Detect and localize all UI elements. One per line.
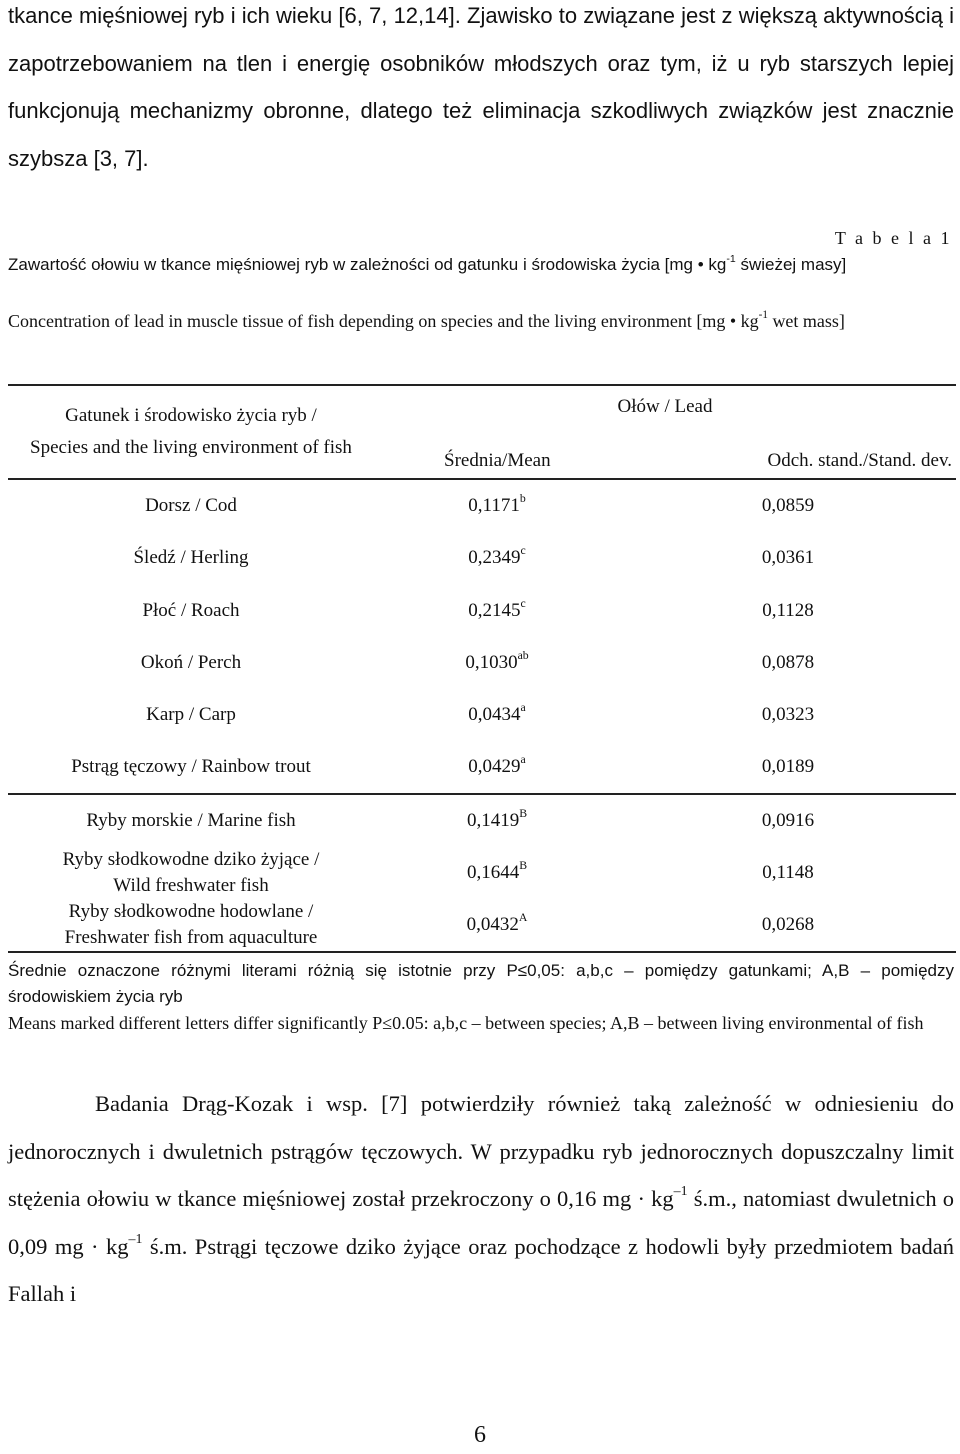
- sd-value: 0,0361: [761, 547, 815, 569]
- species-name: Dorsz / Cod: [145, 495, 237, 517]
- sd-value: 0,1128: [762, 599, 814, 621]
- table-row: [8, 741, 956, 794]
- intro-paragraph: tkance mięśniowej ryb i ich wieku [6, 7, 12,14]. Zjawisko to związane jest z większą aktywnością i zapotrzebowaniem na tlen i energię osobników młodszych oraz tym, iż u ryb starszych lepiej funkcjonują mechanizmy obronne, dlatego też eliminacja szkodliwych związków jest znacznie szybsza [3, 7].: [8, 3, 954, 171]
- species-name: Śledź / Herling: [133, 547, 249, 569]
- mean-value: 0,2349$^c$: [468, 544, 526, 569]
- table-row: [8, 847, 956, 899]
- mean-value: 0,1171$^b$: [468, 492, 526, 517]
- table-caption-pl: Zawartość ołowiu w tkance mięśniowej ryb w zależności od gatunku i środowiska życia [mg • $kg^{-1}$ świeżej masy]: [8, 252, 847, 274]
- table-row: [8, 479, 956, 532]
- mean-value: 0,0434$^a$: [468, 701, 526, 726]
- environment-name: Ryby słodkowodne hodowlane / Freshwater fish from aquaculture: [8, 899, 374, 952]
- mean-value: $0,1644^B$: [466, 859, 528, 884]
- environment-name: Ryby morskie / Marine fish: [86, 810, 296, 832]
- sd-value: 0,0859: [761, 495, 815, 517]
- significance-note-en: Means marked different letters differ significantly P≤0.05: a,b,c – between species; A,B – between living environmental of fish: [8, 1013, 924, 1033]
- header-lead: Ołów / Lead: [617, 396, 713, 417]
- table-row: [8, 585, 956, 637]
- environment-name: Ryby słodkowodne dziko żyjące / Wild freshwater fish: [62, 849, 320, 897]
- mean-value: 0,0429$^a$: [374, 741, 620, 794]
- sd-value: 0,0323: [761, 704, 815, 726]
- table-row: [8, 899, 956, 952]
- table-label: T a b e l a 1: [834, 228, 952, 248]
- table-row: [8, 794, 956, 847]
- sd-value: 0,0189: [620, 741, 956, 794]
- lead-table: [8, 384, 956, 953]
- species-name: Pstrąg tęczowy / Rainbow trout: [8, 741, 374, 794]
- species-name: Karp / Carp: [146, 704, 236, 726]
- sd-value: 0,0268: [620, 899, 956, 952]
- table-caption-en: Concentration of lead in muscle tissue of fish depending on species and the living environment [mg • $kg^{-1}$ wet mass]: [8, 309, 845, 331]
- mean-value: 0,2145$^c$: [468, 596, 526, 621]
- sd-value: 0,0916: [761, 810, 815, 832]
- table-row: [8, 532, 956, 584]
- header-lead-group: [374, 385, 956, 479]
- table-row: [8, 637, 956, 689]
- header-species: Gatunek i środowisko życia ryb / Species and the living environment of fish: [8, 385, 374, 479]
- mean-value: 0,1030$^{ab}$: [465, 648, 529, 674]
- header-sd: Odch. stand./Stand. dev.: [767, 450, 952, 471]
- sd-value: 0,1148: [762, 862, 814, 884]
- body-paragraph: Badania Drąg-Kozak i wsp. [7] potwierdziły również taką zależność w odniesieniu do jednorocznych i dwuletnich pstrągów tęczowych. W przypadku ryb jednorocznych dopuszczalny limit stężenia ołowiu w tkance mięśniowej został przekroczony o 0,16 mg · $kg^{-1}$ ś.m., natomiast dwuletnich o 0,09 mg · $kg^{-1}$ ś.m. Pstrągi tęczowe dziko żyjące oraz pochodzące z hodowli były przedmiotem badań Fallah i: [8, 1091, 954, 1306]
- mean-value: $0,0432^A$: [374, 899, 620, 952]
- significance-note-pl: Średnie oznaczone różnymi literami różnią się istotnie przy P≤0,05: a,b,c – pomiędzy gatunkami; A,B – pomiędzy środowiskiem życia ryb: [8, 961, 954, 1006]
- species-name: Okoń / Perch: [140, 652, 242, 674]
- table-row: [8, 689, 956, 741]
- header-mean: Średnia/Mean: [444, 450, 551, 471]
- mean-value: $0,1419^B$: [466, 807, 528, 832]
- sd-value: 0,0878: [761, 652, 815, 674]
- page-number: 6: [474, 1422, 486, 1448]
- table-header-row: [8, 385, 956, 479]
- species-name: Płoć / Roach: [142, 599, 240, 621]
